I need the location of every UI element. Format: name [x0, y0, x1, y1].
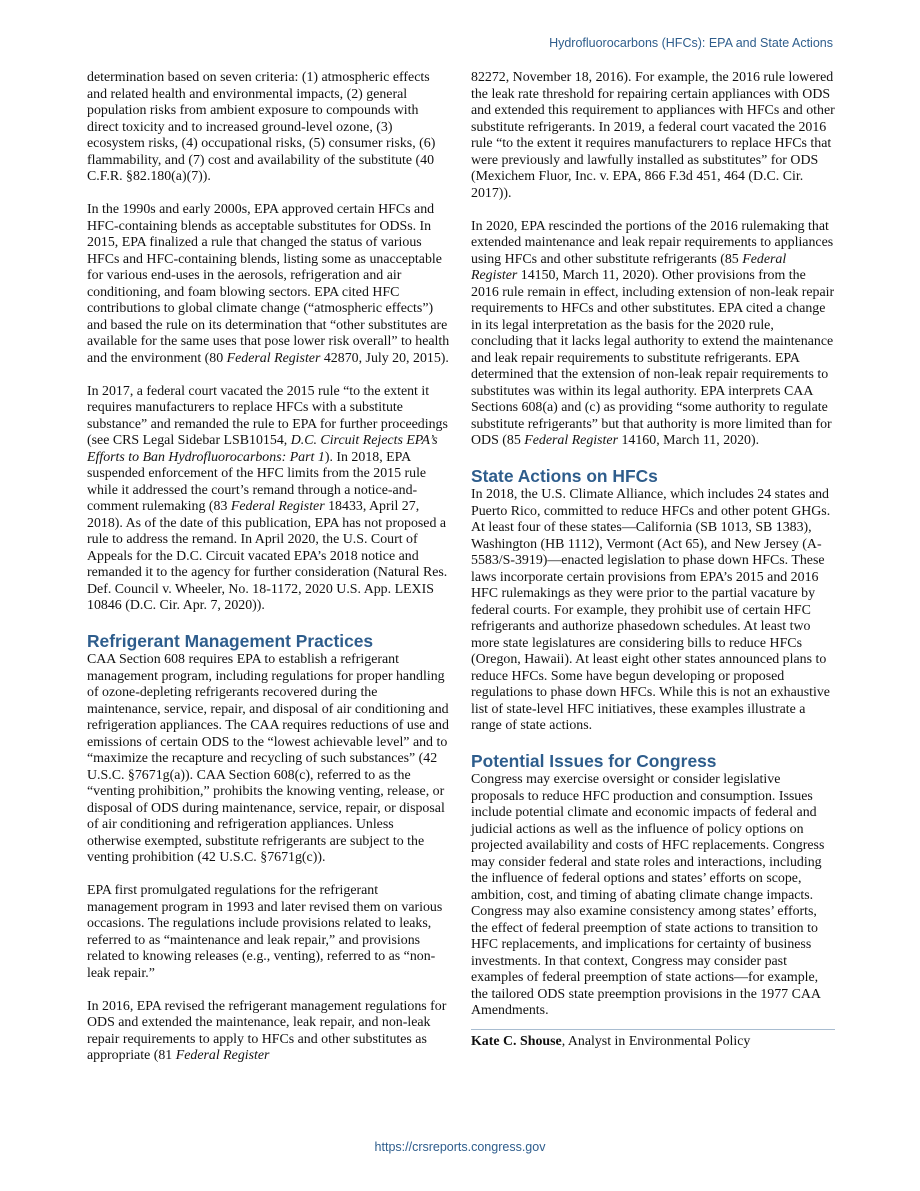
paragraph: Congress may exercise oversight or consider legislative proposals to reduce HFC production and consumption. Issues include potential climate and economic impacts of federal and judicial actions as well as the influence of policy options on projected availability and costs of HFC replacements. Congress may consider federal and state roles and interactions, including the influence of federal options and states’ efforts on scope, ambition, cost, and timing of abating climate change impacts. Congress may also examine consistency among states’ efforts, the effect of federal preemption of state actions to transition to HFC replacements, and implications for certainty of business investments. In that context, Congress may consider past examples of federal preemption of state actions—for example, the tailored ODS state preemption provisions in the 1977 CAA Amendments.	[471, 772, 825, 1018]
paragraph: 82272, November 18, 2016). For example, the 2016 rule lowered the leak rate threshold for repairing certain appliances with ODS and extended this requirement to appliances with HFCs and other substitute refrigerants. In 2019, a federal court vacated the 2016 rule “to the extent it requires manufacturers to replace HFCs that were previously and lawfully installed as substitutes” for ODS (Mexichem Fluor, Inc. v. EPA, 866 F.3d 451, 464 (D.C. Cir. 2017)).	[471, 70, 835, 201]
section-heading-potential-issues: Potential Issues for Congress	[471, 751, 717, 771]
paragraph: CAA Section 608 requires EPA to establish a refrigerant management program, including regulations for proper handling of ozone-depleting refrigerants recovered during the maintenance, service, repair, and disposal of air conditioning and refrigeration appliances. The CAA requires reductions of use and emissions of certain ODS to the “lowest achievable level” and to “maximize the recapture and recycling of such substances” (42 U.S.C. §7671g(a)). CAA Section 608(c), referred to as the “venting prohibition,” prohibits the knowing venting, release, or disposal of ODS during maintenance, service, repair, or disposal of air conditioning and refrigeration appliances. Unless otherwise exempted, substitute refrigerants are subject to the venting prohibition (42 U.S.C. §7671g(c)).	[87, 652, 449, 865]
author-line	[471, 1034, 835, 1051]
running-header: Hydrofluorocarbons (HFCs): EPA and State Actions	[549, 36, 833, 50]
author-divider	[471, 1029, 835, 1030]
section-heading-state-actions: State Actions on HFCs	[471, 466, 658, 486]
paragraph: In the 1990s and early 2000s, EPA approved certain HFCs and HFC-containing blends as acceptable substitutes for ODSs. In 2015, EPA finalized a rule that changed the status of various HFCs and HFC-containing blends, listing some as unacceptable for various end-uses in the aerosols, refrigeration and air conditioning, and foam blowing sectors. EPA cited HFC contributions to global climate change (“atmospheric effects”) and based the rule on its determination that “other substitutes are available for the same uses that pose lower risk overall” to health and the environment (80 Federal Register 42870, July 20, 2015).	[87, 202, 450, 366]
paragraph: In 2017, a federal court vacated the 2015 rule “to the extent it requires manufacturers to replace HFCs with a substitute substance” and remanded the rule to EPA for further proceedings (see CRS Legal Sidebar LSB10154, D.C. Circuit Rejects EPA’s Efforts to Ban Hydrofluorocarbons: Part 1). In 2018, EPA suspended enforcement of the HFC limits from the 2015 rule while it addressed the court’s remand through a notice-and-comment rulemaking (83 Federal Register 18433, April 27, 2018). As of the date of this publication, EPA has not proposed a rule to address the remand. In April 2020, the U.S. Court of Appeals for the D.C. Circuit vacated EPA’s 2018 notice and remanded it to the agency for further consideration (Natural Res. Def. Council v. Wheeler, No. 18-1172, 2020 U.S. App. LEXIS 10846 (D.C. Cir. Apr. 7, 2020)).	[87, 383, 448, 613]
section-heading-refrigerant-management: Refrigerant Management Practices	[87, 631, 374, 651]
author-name: Kate C. Shouse	[471, 1033, 562, 1049]
paragraph: In 2020, EPA rescinded the portions of the 2016 rulemaking that extended maintenance and leak repair requirements to appliances using HFCs and other substitute refrigerants (85 Federal Register 14150, March 11, 2020). Other provisions from the 2016 rule remain in effect, including extension of non-leak repair requirements to HFCs and other substitutes. EPA cited a change in its legal interpretation as the basis for the 2020 rule, concluding that it lacks legal authority to extend the maintenance and leak repair requirements to substitute refrigerants. EPA determined that the extension of non-leak repair requirements to substitutes was within its legal authority. EPA interprets CAA Sections 608(a) and (c) as providing “some authority to regulate substitute refrigerants” but that authority is more limited than for ODS (85 Federal Register 14160, March 11, 2020).	[471, 218, 835, 448]
footer-url[interactable]: https://crsreports.congress.gov	[374, 1140, 546, 1154]
author-title: , Analyst in Environmental Policy	[561, 1033, 751, 1049]
paragraph: In 2018, the U.S. Climate Alliance, which includes 24 states and Puerto Rico, committed to reduce HFCs and other potent GHGs. At least four of these states—California (SB 1013, SB 1383), Washington (HB 1112), Vermont (Act 65), and New Jersey (A-5583/S-3919)—enacted legislation to phase down HFCs. These laws incorporate certain provisions from EPA’s 2015 and 2016 HFC rulemakings as they were prior to the partial vacature by federal courts. For example, they prohibit use of certain HFC refrigerants and authorize phasedown schedules. At least two more state legislatures are considering bills to reduce HFCs (Oregon, Hawaii). At least eight other states announced plans to reduce HFCs. Some have begun developing or proposed regulations to phase down HFCs. While this is not an exhaustive list of state-level HFC initiatives, these examples illustrate a range of state actions.	[471, 487, 831, 733]
paragraph: determination based on seven criteria: (1) atmospheric effects and related health and environmental impacts, (2) general population risks from ambient exposure to compounds with direct toxicity and to increased ground-level ozone, (3) ecosystem risks, (4) occupational risks, (5) consumer risks, (6) flammability, and (7) cost and availability of the substitute (40 C.F.R. §82.180(a)(7)).	[87, 70, 436, 184]
left-column	[87, 70, 451, 1065]
right-column	[471, 70, 835, 1050]
paragraph: In 2016, EPA revised the refrigerant management regulations for ODS and extended the maintenance, leak repair, and non-leak repair requirements to apply to HFCs and other substitutes as appropriate (81 Federal Register	[87, 998, 447, 1063]
paragraph: EPA first promulgated regulations for the refrigerant management program in 1993 and later revised them on various occasions. The regulations include provisions related to leaks, referred to as “maintenance and leak repair,” and provisions related to knowing releases (e.g., venting), referred to as “non-leak repair.”	[87, 883, 443, 981]
